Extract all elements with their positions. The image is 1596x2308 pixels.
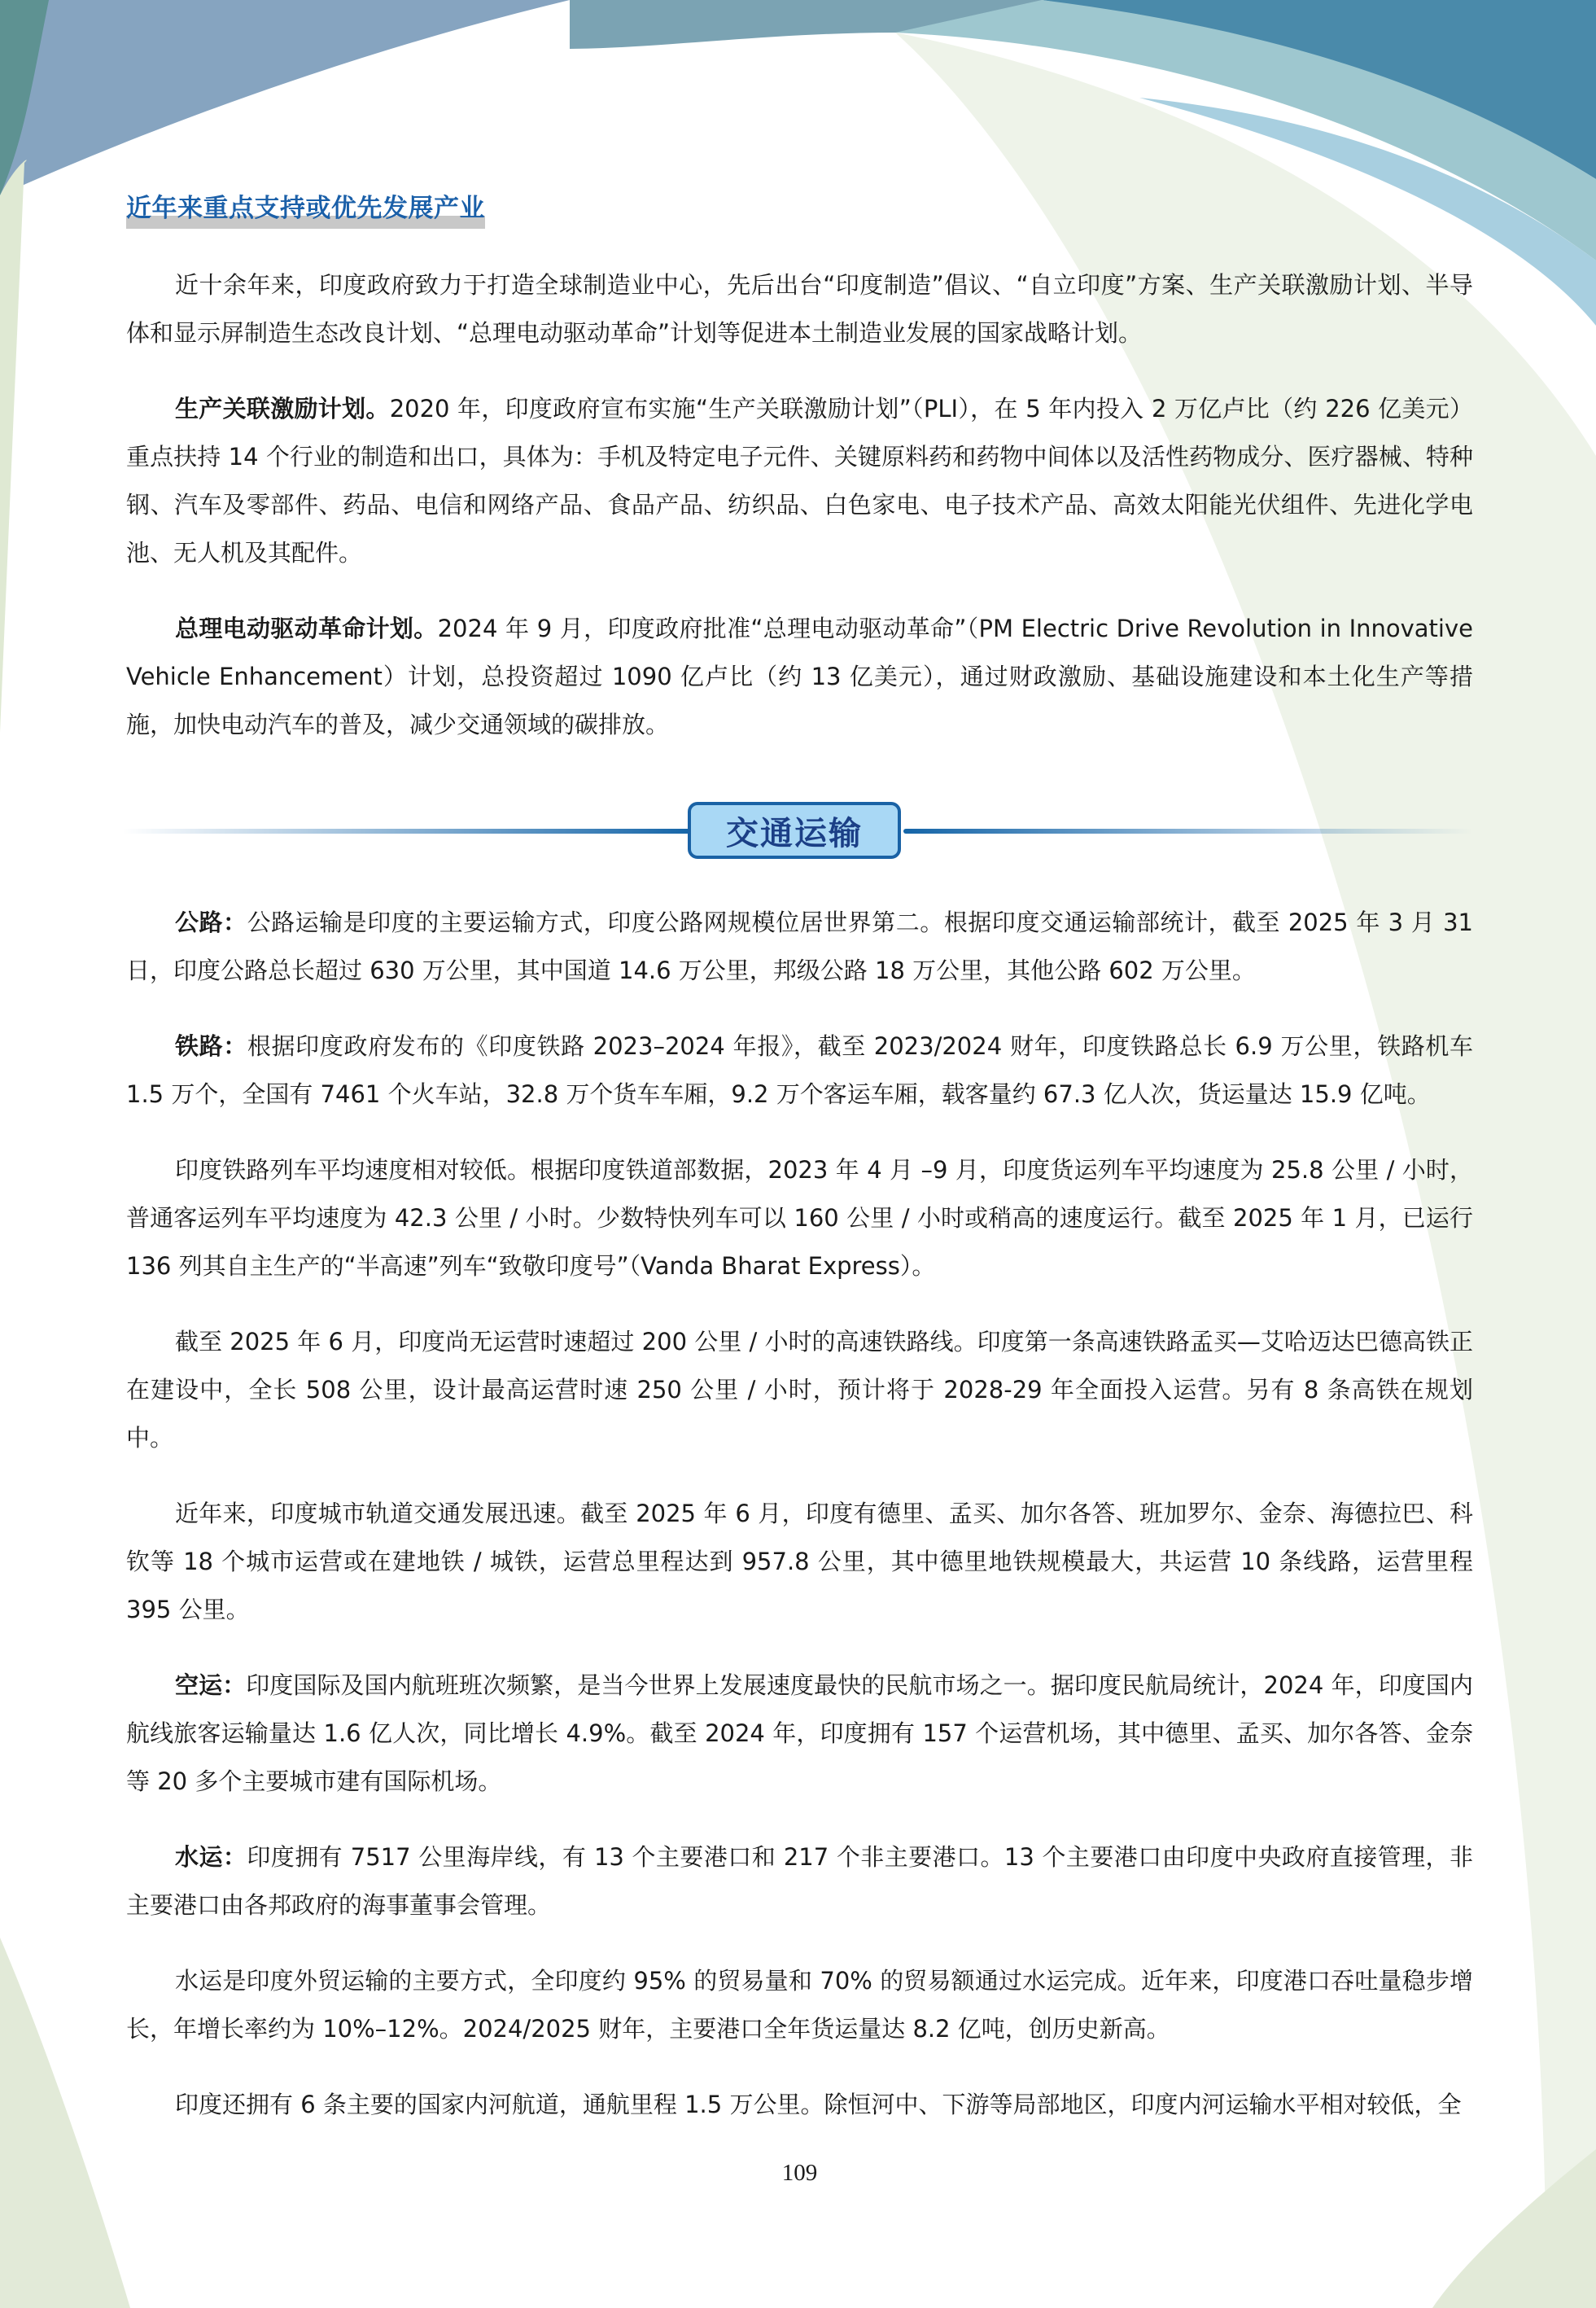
paragraph-inland-waterways (126, 2081, 1473, 2129)
paragraph-lead: 水运： (175, 1843, 247, 1871)
paragraph-text: 公路运输是印度的主要运输方式，印度公路网规模位居世界第二。根据印度交通运输部统计，截至 2025 年 3 月 31 日，印度公路总长超过 630 万公里，其中国道 14.6 万公里，邦级公路 18 万公里，其他公路 602 万公里。 (126, 909, 1473, 984)
page-number: 109 (781, 2160, 818, 2186)
paragraph-pli (126, 385, 1473, 577)
subsection-heading: 近年来重点支持或优先发展产业 (126, 186, 485, 229)
paragraph-rail-speed (126, 1146, 1473, 1290)
paragraph-intro (126, 261, 1473, 357)
paragraph-high-speed-rail (126, 1318, 1473, 1462)
paragraph-pm-edrive (126, 605, 1473, 749)
paragraph-rail (126, 1023, 1473, 1119)
paragraph-lead: 总理电动驱动革命计划。 (175, 615, 438, 642)
paragraph-water-trade (126, 1957, 1473, 2053)
paragraph-text: 印度还拥有 6 条主要的国家内河航道，通航里程 1.5 万公里。除恒河中、下游等局部地区，印度内河运输水平相对较低，全 (175, 2091, 1462, 2118)
paragraph-text: 2020 年，印度政府宣布实施“生产关联激励计划”（PLI），在 5 年内投入 2 万亿卢比（约 226 亿美元）重点扶持 14 个行业的制造和出口，具体为：手机及特定电子元件、关键原料药和药物中间体以及活性药物成分、医疗器械、特种钢、汽车及零部件、药品、电信和网络产品、食品产品、纺织品、白色家电、电子技术产品、高效太阳能光伏组件、先进化学电池、无人机及其配件。 (126, 395, 1473, 567)
industry-paragraphs (126, 261, 1473, 749)
paragraph-lead: 公路： (175, 909, 247, 936)
paragraph-text: 印度铁路列车平均速度相对较低。根据印度铁道部数据，2023 年 4 月 –9 月，印度货运列车平均速度为 25.8 公里 / 小时，普通客运列车平均速度为 42.3 公里 / 小时。少数特快列车可以 160 公里 / 小时或稍高的速度运行。截至 2025 年 1 月，已运行 136 列其自主生产的“半高速”列车“致敬印度号”（Vanda Bharat Express）。 (126, 1156, 1473, 1280)
paragraph-text: 近十余年来，印度政府致力于打造全球制造业中心，先后出台“印度制造”倡议、“自立印度”方案、生产关联激励计划、半导体和显示屏制造生态改良计划、“总理电动驱动革命”计划等促进本土制造业发展的国家战略计划。 (126, 271, 1473, 347)
paragraph-text: 2024 年 9 月，印度政府批准“总理电动驱动革命”（PM Electric Drive Revolution in Innovative Vehicle Enhancement）计划，总投资超过 1090 亿卢比（约 13 亿美元），通过财政激励、基础设施建设和本土化生产等措施，加快电动汽车的普及，减少交通领域的碳排放。 (126, 615, 1473, 738)
paragraph-text: 印度拥有 7517 公里海岸线，有 13 个主要港口和 217 个非主要港口。13 个主要港口由印度中央政府直接管理，非主要港口由各邦政府的海事董事会管理。 (126, 1843, 1473, 1919)
paragraph-air (126, 1662, 1473, 1806)
section-banner (122, 798, 1473, 863)
paragraph-text: 截至 2025 年 6 月，印度尚无运营时速超过 200 公里 / 小时的高速铁路线。印度第一条高速铁路孟买—艾哈迈达巴德高铁正在建设中，全长 508 公里，设计最高运营时速 250 公里 / 小时，预计将于 2028-29 年全面投入运营。另有 8 条高铁在规划中。 (126, 1328, 1473, 1452)
paragraph-text: 印度国际及国内航班班次频繁，是当今世界上发展速度最快的民航市场之一。据印度民航局统计，2024 年，印度国内航线旅客运输量达 1.6 亿人次，同比增长 4.9%。截至 2024 年，印度拥有 157 个运营机场，其中德里、孟买、加尔各答、金奈等 20 多个主要城市建有国际机场。 (126, 1671, 1473, 1795)
paragraph-text: 近年来，印度城市轨道交通发展迅速。截至 2025 年 6 月，印度有德里、孟买、加尔各答、班加罗尔、金奈、海德拉巴、科钦等 18 个城市运营或在建地铁 / 城铁，运营总里程达到 957.8 公里，其中德里地铁规模最大，共运营 10 条线路，运营里程 395 公里。 (126, 1500, 1473, 1623)
paragraph-road (126, 899, 1473, 995)
paragraph-water (126, 1833, 1473, 1929)
section-title: 交通运输 (688, 802, 901, 859)
paragraph-lead: 铁路： (175, 1032, 247, 1060)
transport-paragraphs (126, 899, 1473, 2129)
paragraph-text: 水运是印度外贸运输的主要方式，全印度约 95% 的贸易量和 70% 的贸易额通过水运完成。近年来，印度港口吞吐量稳步增长，年增长率约为 10%–12%。2024/2025 财年，主要港口全年货运量达 8.2 亿吨，创历史新高。 (126, 1967, 1473, 2043)
paragraph-text: 根据印度政府发布的《印度铁路 2023–2024 年报》，截至 2023/2024 财年，印度铁路总长 6.9 万公里，铁路机车 1.5 万个，全国有 7461 个火车站，32.8 万个货车车厢，9.2 万个客运车厢，载客量约 67.3 亿人次，货运量达 15.9 亿吨。 (126, 1032, 1473, 1108)
paragraph-lead: 生产关联激励计划。 (175, 395, 390, 423)
paragraph-lead: 空运： (175, 1671, 247, 1699)
paragraph-metro (126, 1490, 1473, 1634)
banner-line-right (903, 829, 1473, 834)
banner-line-left (122, 829, 692, 834)
